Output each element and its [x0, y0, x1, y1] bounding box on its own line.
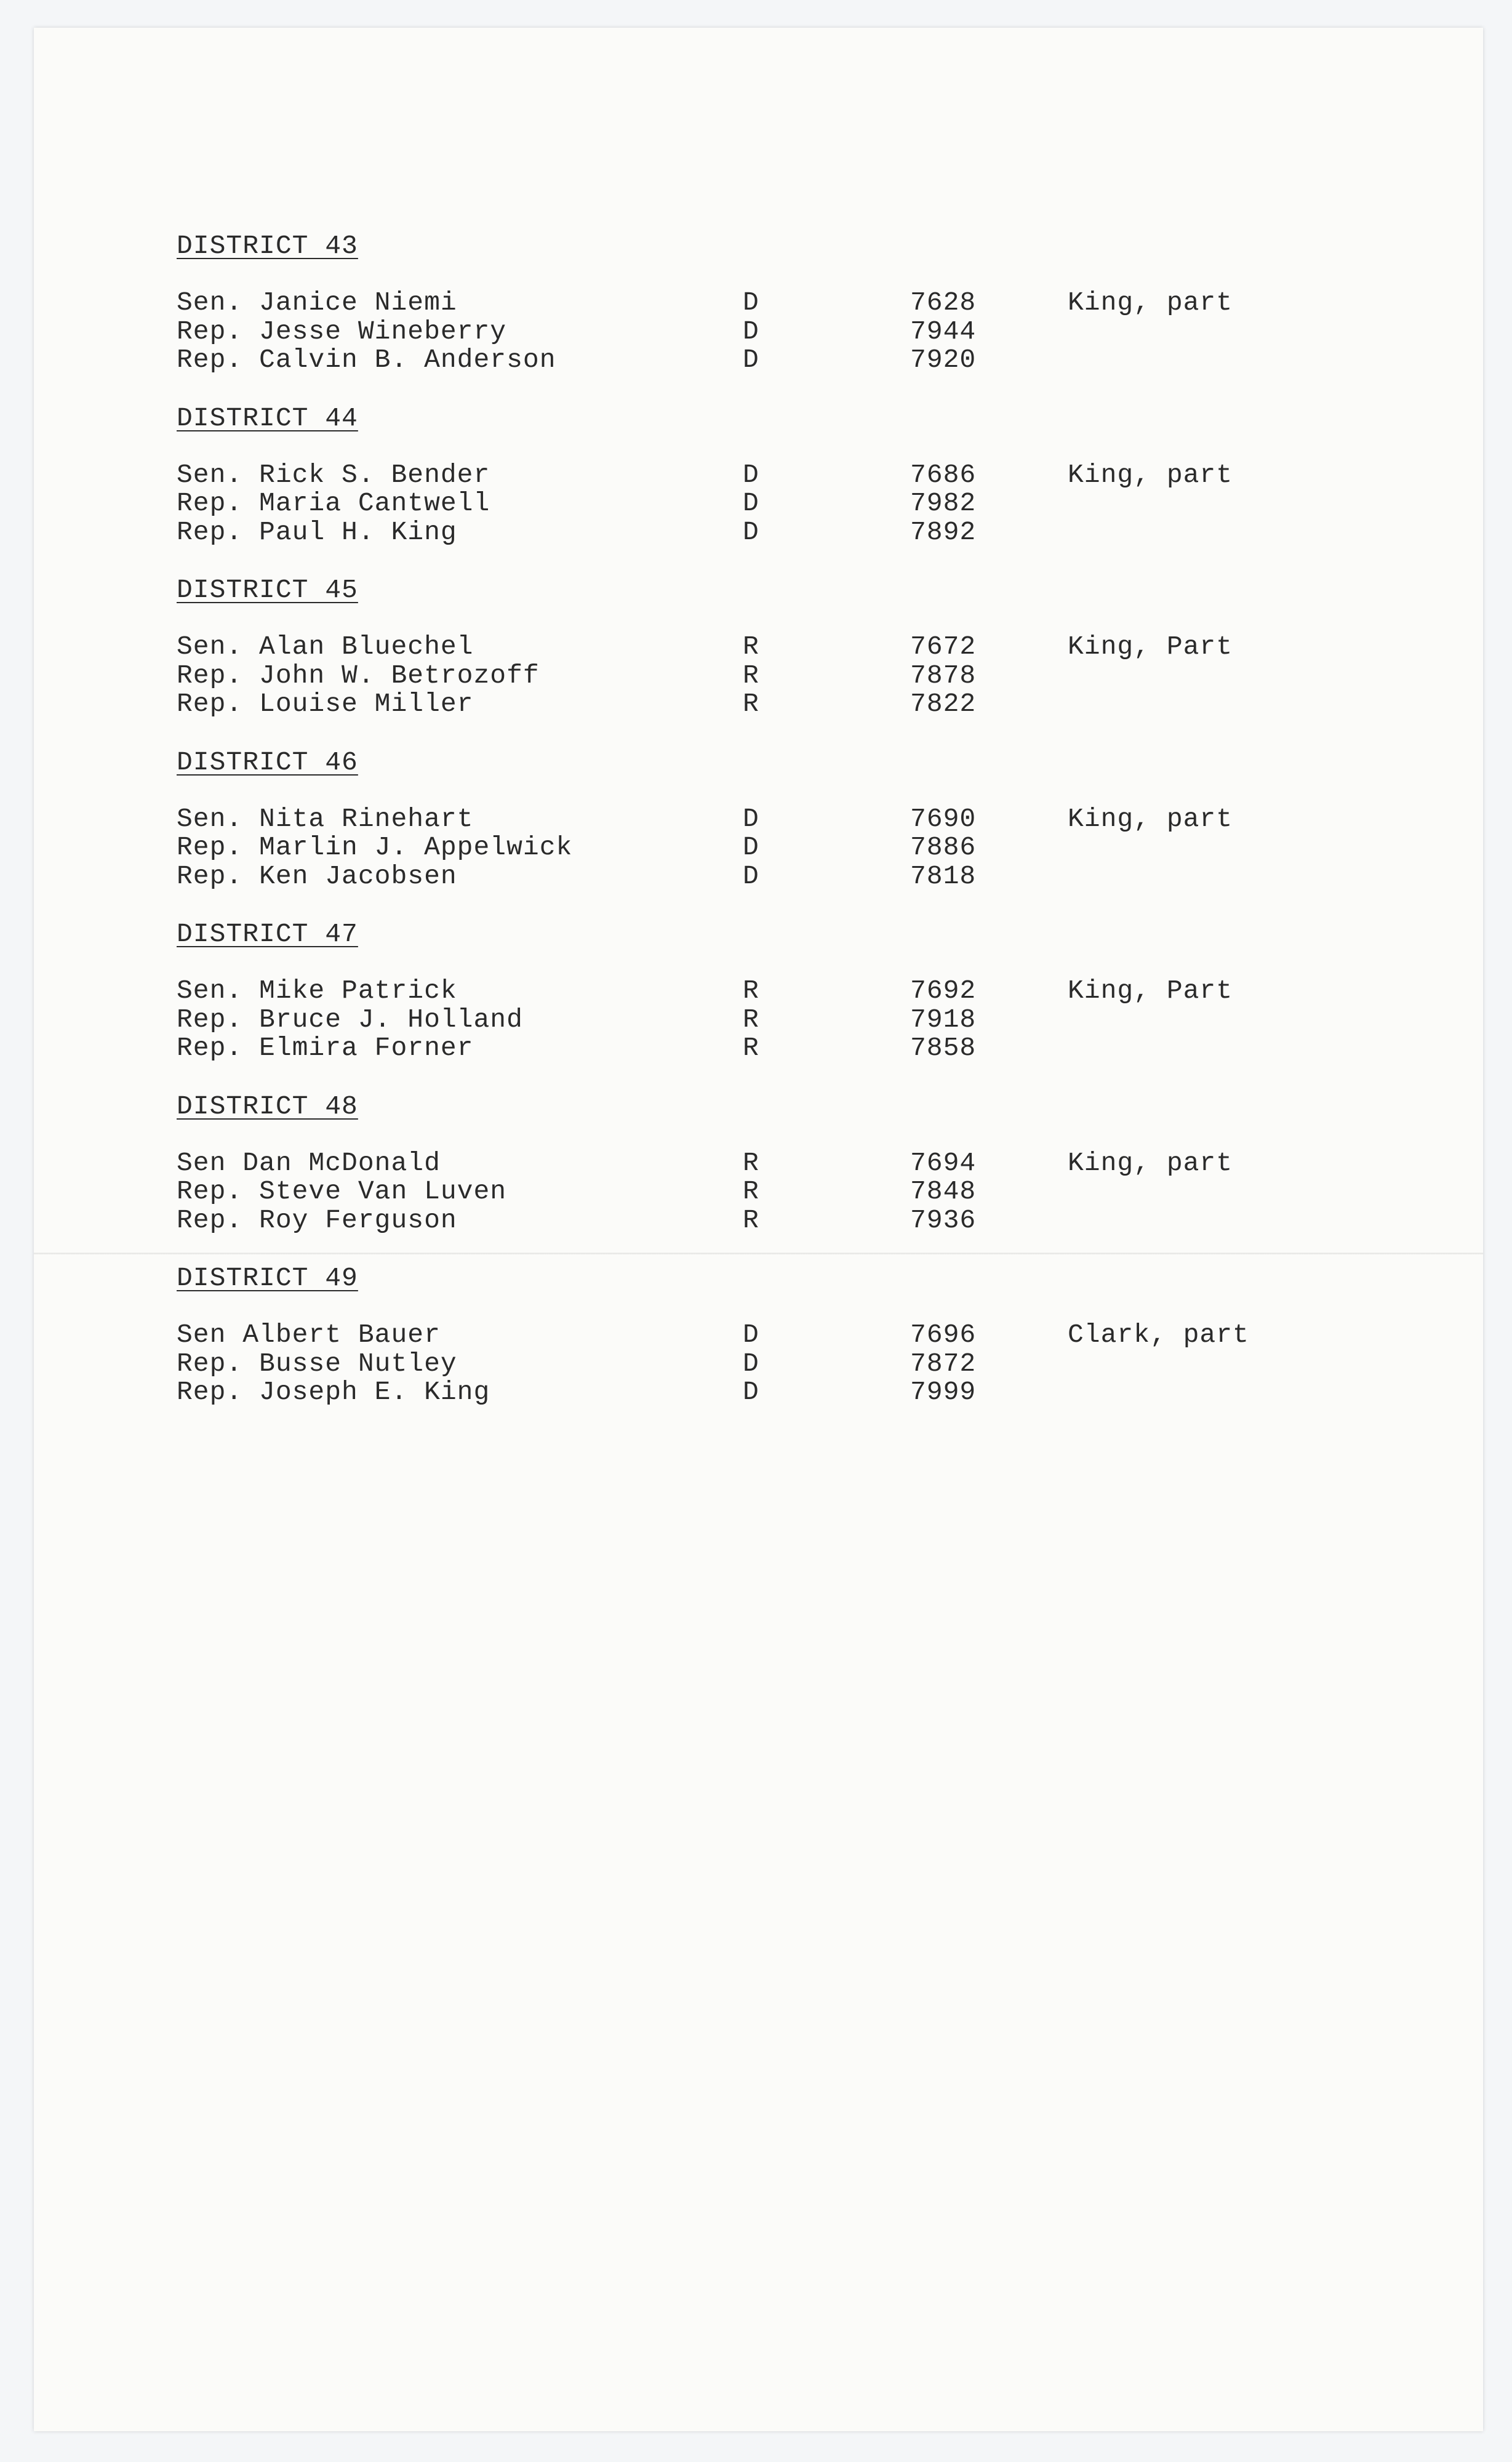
member-row	[177, 488, 977, 518]
district-county: King, part	[1068, 803, 1233, 834]
member-phone: 7694	[910, 1147, 977, 1178]
member-row	[177, 976, 1233, 1006]
member-row	[177, 689, 977, 719]
member-name: Rep. Louise Miller	[177, 689, 474, 719]
member-party: R	[743, 1205, 759, 1235]
member-row	[177, 516, 977, 547]
member-phone: 7822	[910, 689, 977, 719]
member-phone: 7878	[910, 660, 977, 691]
member-row	[177, 1033, 977, 1063]
member-party: D	[743, 1348, 759, 1379]
member-name: Rep. Steve Van Luven	[177, 1176, 507, 1206]
member-phone: 7886	[910, 832, 977, 862]
member-phone: 7920	[910, 345, 977, 375]
member-party: D	[743, 1377, 759, 1407]
member-row	[177, 316, 977, 347]
member-phone: 7672	[910, 632, 977, 662]
member-name: Sen Dan McDonald	[177, 1147, 441, 1178]
district-county: King, Part	[1068, 976, 1233, 1006]
member-party: D	[743, 516, 759, 547]
member-party: D	[743, 832, 759, 862]
member-name: Rep. Bruce J. Holland	[177, 1004, 523, 1035]
member-row	[177, 287, 1233, 318]
member-row	[177, 1205, 977, 1235]
member-row	[177, 632, 1233, 662]
member-phone: 7892	[910, 516, 977, 547]
member-phone: 7936	[910, 1205, 977, 1235]
district-heading: DISTRICT 49	[177, 1263, 358, 1293]
member-name: Rep. Elmira Forner	[177, 1033, 474, 1063]
member-phone: 7692	[910, 976, 977, 1006]
district-heading: DISTRICT 48	[177, 1091, 358, 1121]
member-name: Rep. Paul H. King	[177, 516, 457, 547]
member-phone: 7686	[910, 459, 977, 490]
member-party: D	[743, 459, 759, 490]
member-name: Sen. Alan Bluechel	[177, 632, 474, 662]
member-row	[177, 1004, 977, 1035]
district-section	[177, 575, 1233, 747]
member-row	[177, 1147, 1233, 1178]
district-section	[177, 1263, 1249, 1407]
member-party: D	[743, 1320, 759, 1350]
member-party: D	[743, 287, 759, 318]
member-party: R	[743, 632, 759, 662]
member-row	[177, 803, 1233, 834]
member-phone: 7696	[910, 1320, 977, 1350]
member-name: Sen. Janice Niemi	[177, 287, 457, 318]
member-row	[177, 1176, 977, 1206]
member-phone: 7818	[910, 860, 977, 891]
district-section	[177, 747, 1233, 920]
district-section	[177, 919, 1233, 1091]
member-party: D	[743, 860, 759, 891]
district-section	[177, 231, 1233, 403]
member-row	[177, 832, 977, 862]
district-heading: DISTRICT 46	[177, 747, 358, 777]
member-row	[177, 660, 977, 691]
member-name: Sen. Nita Rinehart	[177, 803, 474, 834]
member-name: Rep. John W. Betrozoff	[177, 660, 540, 691]
member-name: Sen. Rick S. Bender	[177, 459, 490, 490]
member-phone: 7848	[910, 1176, 977, 1206]
member-name: Rep. Jesse Wineberry	[177, 316, 507, 347]
member-name: Rep. Joseph E. King	[177, 1377, 490, 1407]
district-section	[177, 1091, 1233, 1264]
member-row	[177, 860, 977, 891]
member-party: R	[743, 1033, 759, 1063]
member-name: Rep. Roy Ferguson	[177, 1205, 457, 1235]
member-phone: 7982	[910, 488, 977, 518]
member-row	[177, 345, 977, 375]
district-county: Clark, part	[1068, 1320, 1249, 1350]
member-party: R	[743, 976, 759, 1006]
member-phone: 7858	[910, 1033, 977, 1063]
member-row	[177, 1377, 977, 1407]
member-party: R	[743, 1147, 759, 1178]
member-name: Rep. Marlin J. Appelwick	[177, 832, 573, 862]
member-name: Rep. Busse Nutley	[177, 1348, 457, 1379]
member-name: Rep. Ken Jacobsen	[177, 860, 457, 891]
member-phone: 7944	[910, 316, 977, 347]
document-page	[34, 28, 1483, 2431]
member-party: D	[743, 488, 759, 518]
member-party: D	[743, 345, 759, 375]
member-name: Sen. Mike Patrick	[177, 976, 457, 1006]
member-party: R	[743, 1004, 759, 1035]
member-name: Rep. Maria Cantwell	[177, 488, 490, 518]
district-county: King, Part	[1068, 632, 1233, 662]
member-row	[177, 1320, 1249, 1350]
district-heading: DISTRICT 43	[177, 231, 358, 261]
district-roster	[177, 231, 1249, 1407]
member-name: Rep. Calvin B. Anderson	[177, 345, 556, 375]
member-party: D	[743, 316, 759, 347]
member-party: R	[743, 1176, 759, 1206]
member-phone: 7999	[910, 1377, 977, 1407]
member-row	[177, 1348, 977, 1379]
member-row	[177, 459, 1233, 490]
member-phone: 7872	[910, 1348, 977, 1379]
district-county: King, part	[1068, 287, 1233, 318]
member-party: D	[743, 803, 759, 834]
district-county: King, part	[1068, 459, 1233, 490]
member-name: Sen Albert Bauer	[177, 1320, 441, 1350]
district-county: King, part	[1068, 1147, 1233, 1178]
district-section	[177, 403, 1233, 575]
district-heading: DISTRICT 45	[177, 575, 358, 605]
member-party: R	[743, 689, 759, 719]
member-phone: 7628	[910, 287, 977, 318]
member-phone: 7918	[910, 1004, 977, 1035]
district-heading: DISTRICT 44	[177, 403, 358, 433]
member-phone: 7690	[910, 803, 977, 834]
district-heading: DISTRICT 47	[177, 919, 358, 949]
member-party: R	[743, 660, 759, 691]
